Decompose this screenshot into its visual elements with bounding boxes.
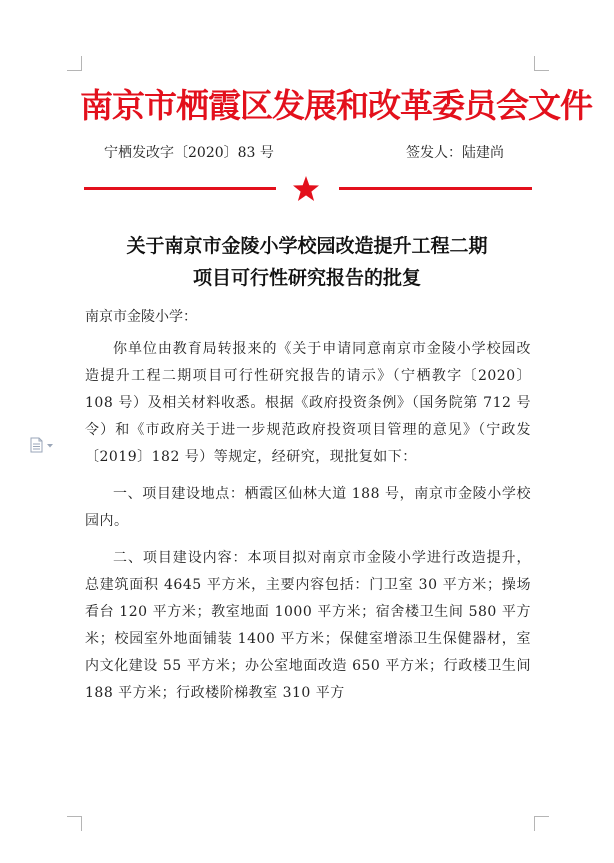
body-paragraph-3: 二、项目建设内容：本项目拟对南京市金陵小学进行改造提升，总建筑面积 4645 平方米，主要内容包括：门卫室 30 平方米；操场看台 120 平方米；教室地面 1000 平方米；宿舍楼卫生间 580 平方米；校园室外地面铺装 1400 平方米；保健室增添卫生保健器材，室内文化建设 55 平方米；办公室地面改造 650 平方米；行政楼卫生间 188 平方米；行政楼阶梯教室 310 平方 — [85, 550, 531, 701]
red-divider-right — [339, 187, 532, 190]
document-number: 宁栖发改字〔2020〕83 号 — [104, 145, 274, 161]
red-star-icon — [291, 174, 321, 204]
red-divider-left — [84, 187, 276, 190]
document-icon[interactable] — [28, 437, 56, 453]
issuer-title: 南京市栖霞区发展和改革委员会文件 — [80, 86, 592, 125]
document-subject — [70, 230, 544, 294]
margin-corner-top-right — [534, 56, 549, 71]
document-body — [85, 336, 531, 717]
signer: 签发人：陆建尚 — [406, 145, 504, 161]
margin-corner-top-left — [67, 56, 82, 71]
recipient: 南京市金陵小学： — [85, 309, 197, 325]
subject-line-1: 关于南京市金陵小学校园改造提升工程二期 — [126, 235, 488, 257]
body-paragraph-1: 你单位由教育局转报来的《关于申请同意南京市金陵小学校园改造提升工程二期项目可行性研究报告的请示》（宁栖教字〔2020〕108 号）及相关材料收悉。根据《政府投资条例》（国务院第 712 号令）和《市政府关于进一步规范政府投资项目管理的意见》（宁政发〔2019〕182 号）等规定，经研究，现批复如下： — [85, 341, 531, 465]
margin-corner-bottom-left — [67, 816, 82, 831]
subject-line-2: 项目可行性研究报告的批复 — [192, 267, 421, 289]
margin-corner-bottom-right — [534, 816, 549, 831]
body-paragraph-2: 一、项目建设地点：栖霞区仙林大道 188 号，南京市金陵小学校园内。 — [85, 486, 531, 529]
